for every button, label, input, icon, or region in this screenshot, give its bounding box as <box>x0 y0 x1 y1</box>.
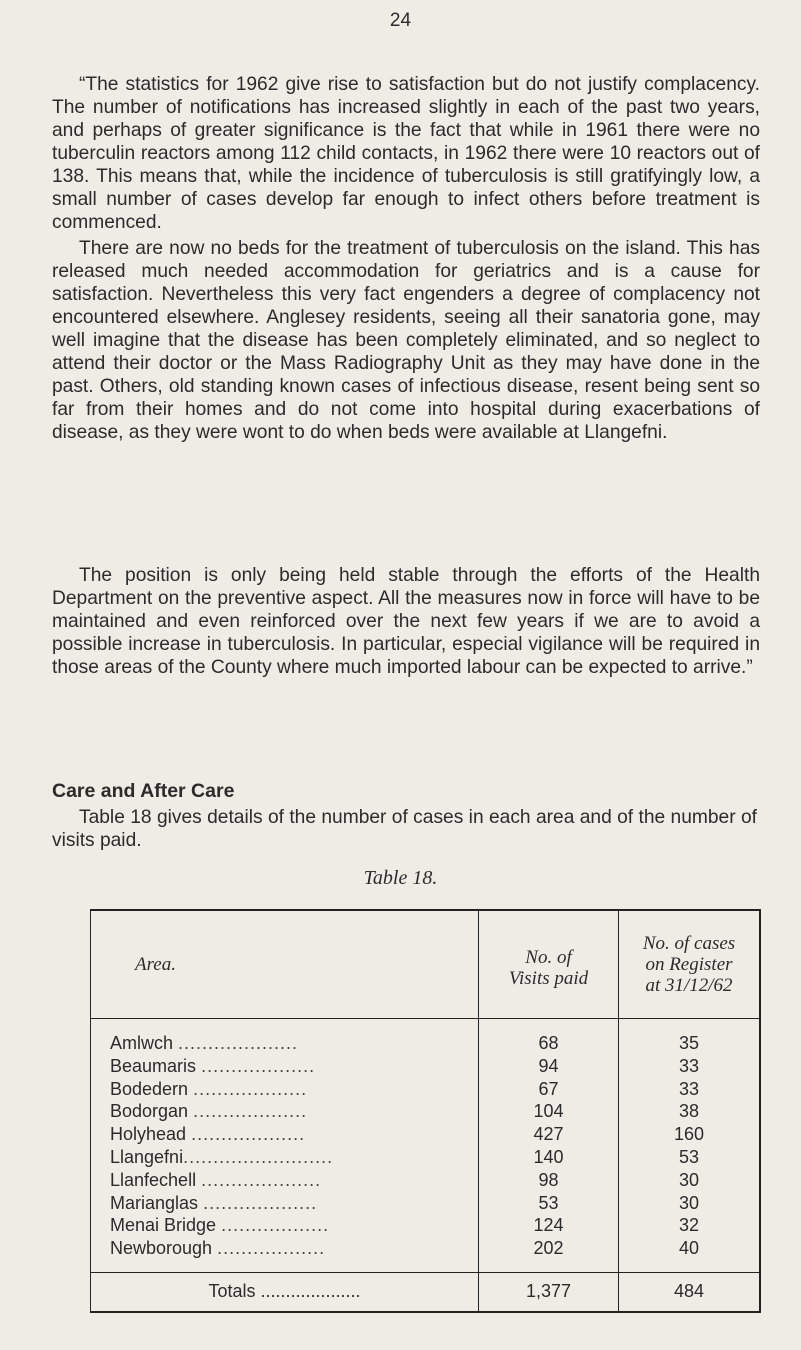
header-visits <box>479 910 619 1019</box>
visits-column <box>479 1019 619 1273</box>
cases-column <box>619 1019 761 1273</box>
table-row-area: Llanfechell .................... <box>110 1169 322 1190</box>
table-row-cases: 33 <box>678 1078 700 1099</box>
table-row-area: Menai Bridge .................. <box>110 1215 330 1236</box>
header-visits-line1: No. of <box>525 946 572 968</box>
header-cases-line2: on Register <box>645 954 733 975</box>
section-paragraph: Table 18 gives details of the number of cases in each area and of the number of visits paid. <box>52 807 757 851</box>
table-row-cases: 35 <box>678 1033 700 1053</box>
table-row-cases: 53 <box>678 1146 700 1167</box>
table-body-row <box>91 1019 761 1273</box>
table-row-visits: 202 <box>533 1238 564 1259</box>
section-heading: Care and After Care <box>52 780 235 802</box>
table-row-visits: 67 <box>538 1078 559 1099</box>
header-cases-line1: No. of cases <box>642 933 736 954</box>
total-visits: 1,377 <box>479 1272 619 1312</box>
header-area: Area. <box>91 910 479 1019</box>
table-row-visits: 68 <box>538 1033 559 1053</box>
table-row-area: Marianglas ................... <box>110 1192 318 1213</box>
table-row-cases: 38 <box>678 1101 700 1122</box>
table-row-area: Bodedern ................... <box>110 1078 308 1099</box>
table-row-visits: 124 <box>533 1215 564 1236</box>
table-row-area: Holyhead ................... <box>110 1124 306 1145</box>
header-cases <box>619 910 761 1019</box>
header-visits-line2: Visits paid <box>508 967 589 989</box>
table-header-row <box>91 910 761 1019</box>
total-cases: 484 <box>619 1272 761 1312</box>
table-row-cases: 30 <box>678 1192 700 1213</box>
table-row-cases: 30 <box>678 1169 700 1190</box>
table-row-visits: 98 <box>538 1169 559 1190</box>
table-row-area: Amlwch .................... <box>110 1033 299 1053</box>
table-row-visits: 94 <box>538 1055 559 1076</box>
total-label: Totals .................... <box>91 1272 479 1312</box>
table-row-cases: 32 <box>678 1215 700 1236</box>
table-caption: Table 18. <box>363 867 438 889</box>
page-number: 24 <box>389 10 412 31</box>
table-row-area: Newborough .................. <box>110 1238 326 1259</box>
table-row-area: Llangefni......................... <box>110 1146 334 1167</box>
table-18 <box>90 909 761 1313</box>
paragraph-position: The position is only being held stable through the efforts of the Health Department on the preventive aspect. All the measures now in force will have to be maintained and even reinforced over the next few years if we are to avoid a possible increase in tuberculosis. In particular, especial vigilance will be required in those areas of the County where much imported labour can be expected to arrive.” <box>52 565 760 678</box>
table-row-visits: 53 <box>538 1192 559 1213</box>
table-row-visits: 104 <box>533 1101 564 1122</box>
table-row-area: Beaumaris ................... <box>110 1055 316 1076</box>
table-row-cases: 33 <box>678 1055 700 1076</box>
area-column <box>91 1019 479 1273</box>
table-row-visits: 427 <box>533 1124 564 1145</box>
paragraph-beds: There are now no beds for the treatment of tuberculosis on the island. This has released much needed accommodation for geriatrics and is a cause for satisfaction. Nevertheless this very fact engenders a degree of complacency not encountered elsewhere. Anglesey residents, seeing all their sanatoria gone, may well imagine that the disease has been completely eliminated, and so neglect to attend their doctor or the Mass Radiography Unit as they may have done in the past. Others, old standing known cases of infectious disease, resent being sent so far from their homes and do not come into hospital during exacerbations of disease, as they were wont to do when beds were available at Llangefni. <box>52 238 760 443</box>
table-total-row <box>91 1272 761 1312</box>
table-row-cases: 160 <box>673 1124 705 1145</box>
header-cases-line3: at 31/12/62 <box>645 975 733 996</box>
table-row-cases: 40 <box>678 1238 700 1259</box>
paragraph-statistics: “The statistics for 1962 give rise to satisfaction but do not justify complacency. The number of notifications has increased slightly in each of the past two years, and perhaps of greater significance is the fact that while in 1961 there were no tuberculin reactors among 112 child contacts, in 1962 there were 10 reactors out of 138. This means that, while the incidence of tuberculosis is still gratifyingly low, a small number of cases develop far enough to infect others before treatment is commenced. <box>52 74 760 233</box>
table-row-area: Bodorgan ................... <box>110 1101 308 1122</box>
table-row-visits: 140 <box>533 1146 564 1167</box>
